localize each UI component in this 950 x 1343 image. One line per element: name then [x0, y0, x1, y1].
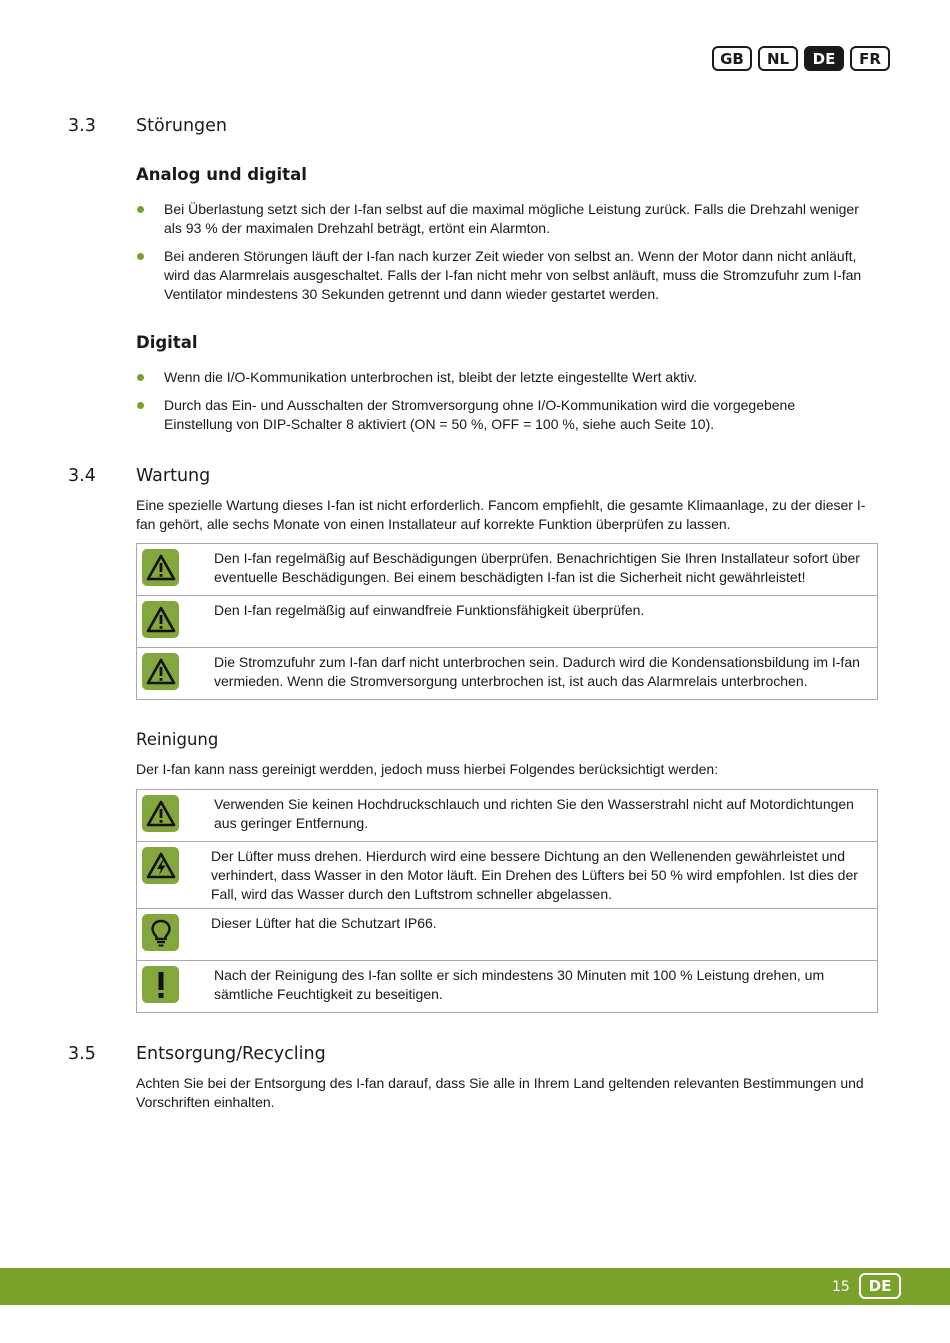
notice-text: Verwenden Sie keinen Hochdruckschlauch und richten Sie den Wasserstrahl nicht auf Motordichtungen aus geringer Entfernung. — [214, 796, 854, 831]
notice-row — [137, 790, 877, 842]
subsection-heading: Analog und digital — [136, 165, 307, 184]
page-number: 15 — [832, 1279, 850, 1295]
subsection-heading: Reinigung — [136, 730, 219, 749]
notice-text: Dieser Lüfter hat die Schutzart IP66. — [211, 915, 437, 931]
notice-row — [137, 909, 877, 961]
bullet-text: Wenn die I/O-Kommunikation unterbrochen ist, bleibt der letzte eingestellte Wert aktiv. — [164, 369, 698, 385]
cleaning-notice-table — [136, 789, 878, 1013]
footer-bar — [0, 1268, 950, 1305]
notice-text: Den I-fan regelmäßig auf einwandfreie Funktionsfähigkeit überprüfen. — [214, 602, 645, 618]
warning-icon — [142, 601, 179, 638]
notice-text: Nach der Reinigung des I-fan sollte er sich mindestens 30 Minuten mit 100 % Leistung drehen, um sämtliche Feuchtigkeit zu beseitigen. — [214, 967, 825, 1002]
language-tabs — [712, 46, 890, 71]
bullet-dot — [137, 253, 144, 260]
section-title: Störungen — [136, 116, 228, 136]
bullet-text: Bei anderen Störungen läuft der I-fan nach kurzer Zeit wieder von selbst an. Wenn der Motor dann nicht anläuft, wird das Alarmrelais ausgeschaltet. Falls der I-fan nicht mehr von selbst anläuft, muss die Stromzufuhr zum I-fan Ventilator mindestens 30 Sekunden getrennt und dann wieder gestartet werden. — [164, 248, 862, 302]
section-number: 3.3 — [68, 116, 96, 136]
bullet-dot — [137, 374, 144, 381]
subsection-heading: Digital — [136, 333, 198, 352]
lang-tab-fr[interactable]: FR — [850, 46, 890, 71]
bullet-dot — [137, 206, 144, 213]
notice-text: Die Stromzufuhr zum I-fan darf nicht unterbrochen sein. Dadurch wird die Kondensationsbildung im I-fan vermieden. Wenn die Stromversorgung unterbrochen ist, ist auch das Alarmrelais unterbrochen. — [214, 654, 860, 689]
lightbulb-icon — [142, 914, 179, 951]
notice-text: Der Lüfter muss drehen. Hierdurch wird eine bessere Dichtung an den Wellenenden gewährleistet und verhindert, dass Wasser in den Motor läuft. Ein Drehen des Lüfters bei 50 % wird empfohlen. Ist dies der Fall, wird das Wasser durch den Luftstrom schneller abgelassen. — [211, 848, 858, 902]
lang-tab-nl[interactable]: NL — [758, 46, 798, 71]
notice-row — [137, 648, 877, 699]
paragraph: Eine spezielle Wartung dieses I-fan ist nicht erforderlich. Fancom empfiehlt, die gesamte Klimaanlage, zu der dieser I-fan gehört, alle sechs Monate von einen Installateur auf korrekte Funktion überprüfen zu lassen. — [136, 497, 866, 532]
maintenance-notice-table — [136, 543, 878, 700]
notice-row — [137, 842, 877, 909]
footer-language-badge: DE — [859, 1273, 901, 1299]
electrical-hazard-icon — [142, 847, 179, 884]
notice-row — [137, 596, 877, 648]
notice-row — [137, 544, 877, 596]
bullet-text: Durch das Ein- und Ausschalten der Stromversorgung ohne I/O-Kommunikation wird die vorgegebene Einstellung von DIP-Schalter 8 aktiviert (ON = 50 %, OFF = 100 %, siehe auch Seite 10). — [164, 397, 796, 432]
notice-row — [137, 961, 877, 1012]
bullet-dot — [137, 402, 144, 409]
section-number: 3.4 — [68, 466, 96, 486]
bullet-text: Bei Überlastung setzt sich der I-fan selbst auf die maximal mögliche Leistung zurück. Falls die Drehzahl weniger als 93 % der maximalen Drehzahl beträgt, ertönt ein Alarmton. — [164, 201, 859, 236]
paragraph: Achten Sie bei der Entsorgung des I-fan darauf, dass Sie alle in Ihrem Land geltenden relevanten Bestimmungen und Vorschriften einhalten. — [136, 1075, 864, 1110]
warning-icon — [142, 653, 179, 690]
warning-icon — [142, 549, 179, 586]
lang-tab-gb[interactable]: GB — [712, 46, 752, 71]
lang-tab-de[interactable]: DE — [804, 46, 844, 71]
section-title: Entsorgung/Recycling — [136, 1044, 326, 1064]
section-title: Wartung — [136, 466, 211, 486]
warning-icon — [142, 795, 179, 832]
notice-text: Den I-fan regelmäßig auf Beschädigungen überprüfen. Benachrichtigen Sie Ihren Installateur sofort über eventuelle Beschädigungen. Bei einem beschädigten I-fan ist die Sicherheit nicht gewährleistet! — [214, 550, 860, 585]
exclamation-icon — [142, 966, 179, 1003]
paragraph: Der I-fan kann nass gereinigt werdden, jedoch muss hierbei Folgendes berücksichtigt werden: — [136, 761, 719, 777]
section-number: 3.5 — [68, 1044, 96, 1064]
